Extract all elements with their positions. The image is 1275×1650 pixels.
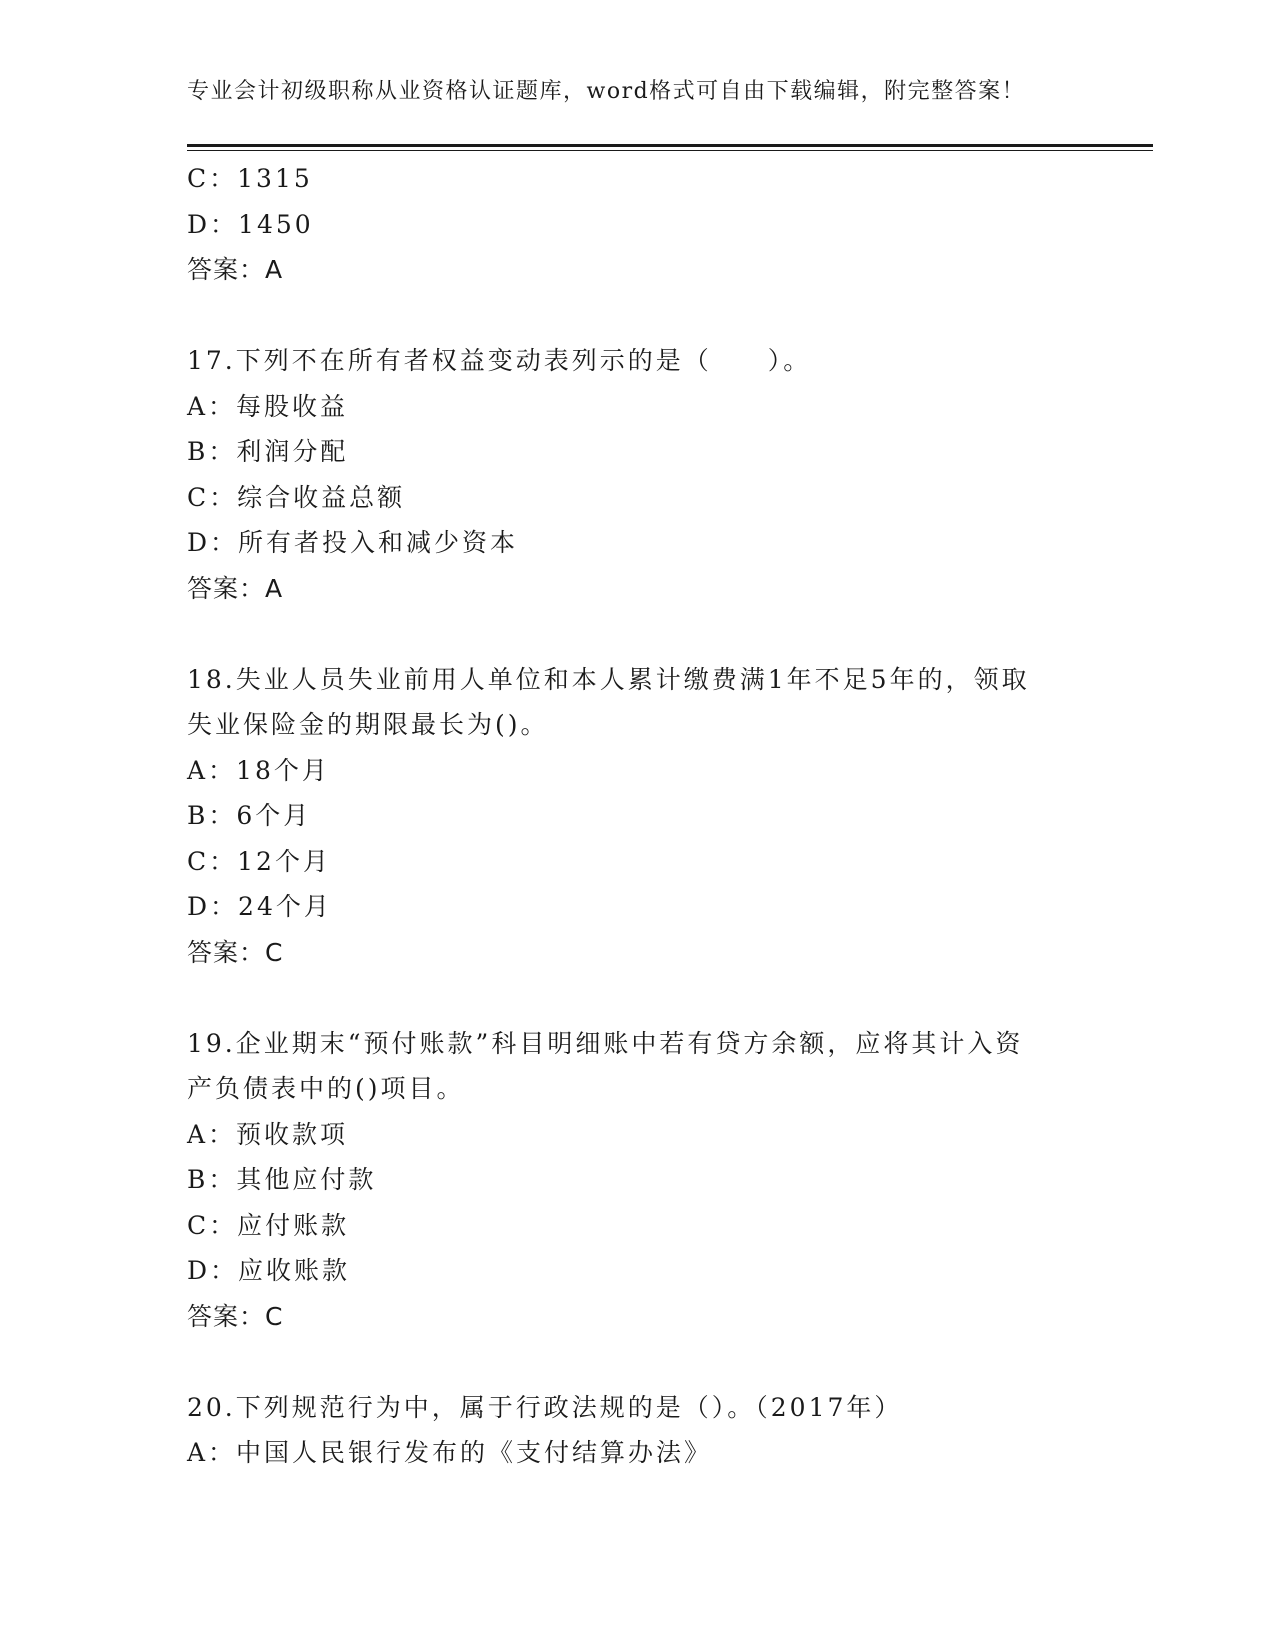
question-stem: 19.企业期末“预付账款”科目明细账中若有贷方余额，应将其计入资 xyxy=(187,1028,1024,1058)
header-rule-thin xyxy=(187,150,1153,151)
option-c: C：12个月 xyxy=(187,846,331,876)
option-a: A：每股收益 xyxy=(187,391,349,421)
question-18 xyxy=(187,657,1087,976)
option-c: C：应付账款 xyxy=(187,1210,350,1240)
header-rule-thick xyxy=(187,144,1153,147)
option-a: A：中国人民银行发布的《支付结算办法》 xyxy=(187,1438,713,1467)
question-stem: 20.下列规范行为中，属于行政法规的是（）。（2017年） xyxy=(187,1392,903,1422)
option-b: B：其他应付款 xyxy=(187,1165,377,1194)
answer: 答案：A xyxy=(187,255,284,284)
option-c: C：1315 xyxy=(187,164,313,193)
option-d: D：24个月 xyxy=(187,892,332,921)
option-b: B：利润分配 xyxy=(187,437,349,466)
option-d: D：1450 xyxy=(187,209,314,239)
answer: 答案：A xyxy=(187,573,284,603)
page-header: 专业会计初级职称从业资格认证题库，word格式可自由下载编辑，附完整答案！ xyxy=(187,79,1026,104)
question-17 xyxy=(187,338,1087,611)
question-19 xyxy=(187,1021,1087,1340)
question-20 xyxy=(187,1385,1087,1476)
option-d: D：所有者投入和减少资本 xyxy=(187,528,519,557)
answer: 答案：C xyxy=(187,1301,284,1331)
option-b: B：6个月 xyxy=(187,801,312,830)
question-list xyxy=(187,156,1087,1476)
option-c: C：综合收益总额 xyxy=(187,482,406,512)
option-a: A：18个月 xyxy=(187,755,330,785)
question-stem-cont: 产负债表中的()项目。 xyxy=(187,1074,465,1103)
option-a: A：预收款项 xyxy=(187,1119,349,1149)
question-stem: 17.下列不在所有者权益变动表列示的是（ ）。 xyxy=(187,346,812,375)
option-d: D：应收账款 xyxy=(187,1256,351,1285)
answer: 答案：C xyxy=(187,937,284,967)
question-stem: 18.失业人员失业前用人单位和本人累计缴费满1年不足5年的，领取 xyxy=(187,664,1030,694)
prev-question-tail xyxy=(187,156,1087,293)
question-stem-cont: 失业保险金的期限最长为()。 xyxy=(187,710,549,739)
